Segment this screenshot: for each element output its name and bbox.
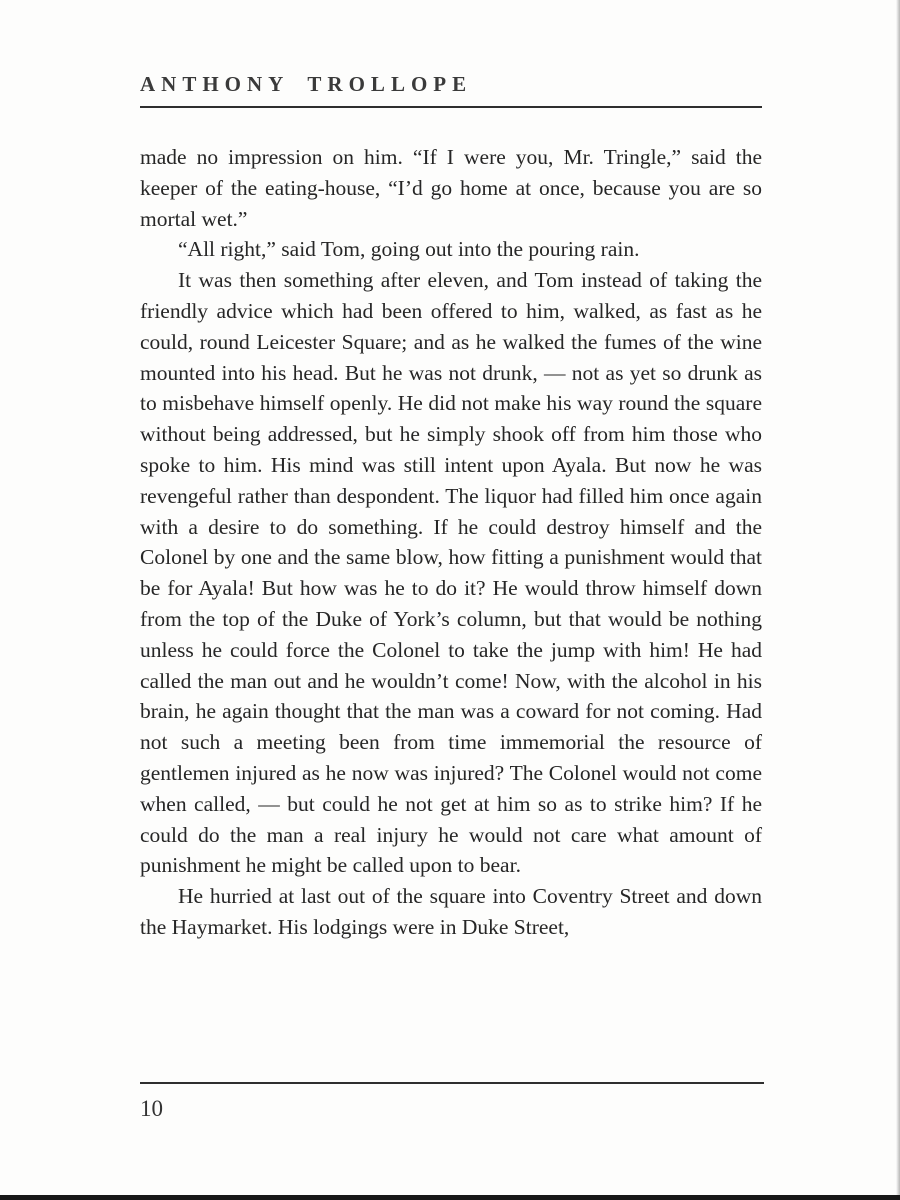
scan-edge-right (896, 0, 900, 1200)
paragraph: He hurried at last out of the square into Coventry Street and down the Haymarket. His lodgings were in Duke Street, (140, 884, 762, 939)
paragraph: made no impression on him. “If I were you, Mr. Tringle,” said the keeper of the eating-house, “I’d go home at once, because you are so mortal wet.” (140, 145, 762, 231)
footer-rule (140, 1082, 764, 1084)
paragraph: “All right,” said Tom, going out into the pouring rain. (178, 237, 640, 262)
page-body-text (140, 142, 762, 943)
paragraph: It was then something after eleven, and Tom instead of taking the friendly advice which had been offered to him, walked, as fast as he could, round Leicester Square; and as he walked the fumes of the wine mounted into his head. But he was not drunk, — not as yet so drunk as to misbehave himself openly. He did not make his way round the square without being addressed, but he simply shook off from him those who spoke to him. His mind was still intent upon Ayala. But now he was revengeful rather than despondent. The liquor had filled him once again with a desire to do something. If he could destroy himself and the Colonel by one and the same blow, how fitting a punishment would that be for Ayala! But how was he to do it? He would throw himself down from the top of the Duke of York’s column, but that would be nothing unless he could force the Colonel to take the jump with him! He had called the man out and he wouldn’t come! Now, with the alcohol in his brain, he again thought that the man was a coward for not coming. Had not such a meeting been from time immemorial the resource of gentlemen injured as he now was injured? The Colonel would not come when called, — but could he not get at him so as to strike him? If he could do the man a real injury he would not care what amount of punishment he might be called upon to bear. (140, 268, 762, 878)
scan-edge-bottom (0, 1195, 900, 1200)
running-header-title: ANTHONY TROLLOPE (140, 72, 473, 96)
page-number: 10 (140, 1096, 163, 1121)
running-header (140, 72, 762, 108)
